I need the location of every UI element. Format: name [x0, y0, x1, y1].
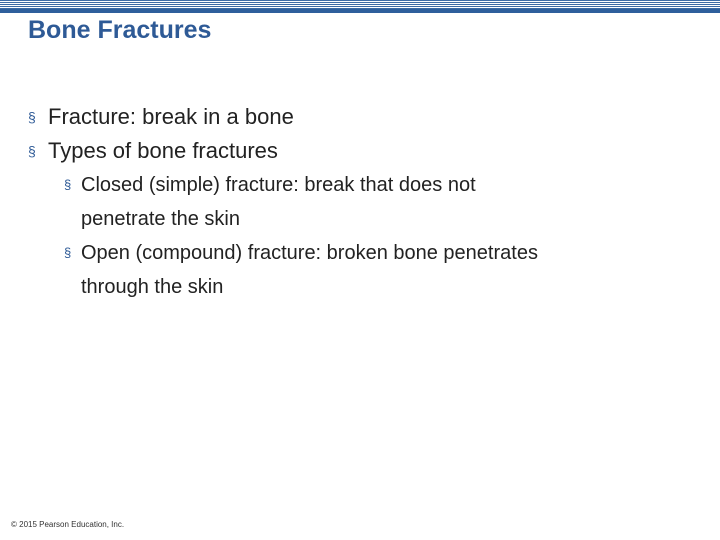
- bullet-text: Types of bone fractures: [48, 138, 278, 163]
- sub-bullet-text-line1: Closed (simple) fracture: break that does not: [81, 174, 476, 196]
- sub-bullet-text-line1: Open (compound) fracture: broken bone penetrates: [81, 242, 538, 264]
- sub-bullet-item: [28, 168, 698, 236]
- sub-bullet-text-line2: penetrate the skin: [81, 208, 240, 230]
- bullet-item: [28, 100, 698, 134]
- bullet-marker-icon: §: [28, 109, 36, 125]
- top-accent-bar: [0, 9, 720, 13]
- copyright-footer: © 2015 Pearson Education, Inc.: [11, 520, 125, 529]
- sub-bullet-text-line2: through the skin: [81, 276, 224, 298]
- top-striped-bar: [0, 0, 720, 9]
- sub-bullet-marker-icon: §: [64, 245, 72, 260]
- bullet-text: Fracture: break in a bone: [48, 104, 294, 129]
- sub-bullet-marker-icon: §: [64, 177, 72, 192]
- bullet-marker-icon: §: [28, 143, 36, 159]
- bullet-item: [28, 134, 698, 168]
- sub-bullet-item: [28, 236, 698, 304]
- slide-title: Bone Fractures: [28, 16, 212, 44]
- slide-body: [28, 100, 698, 304]
